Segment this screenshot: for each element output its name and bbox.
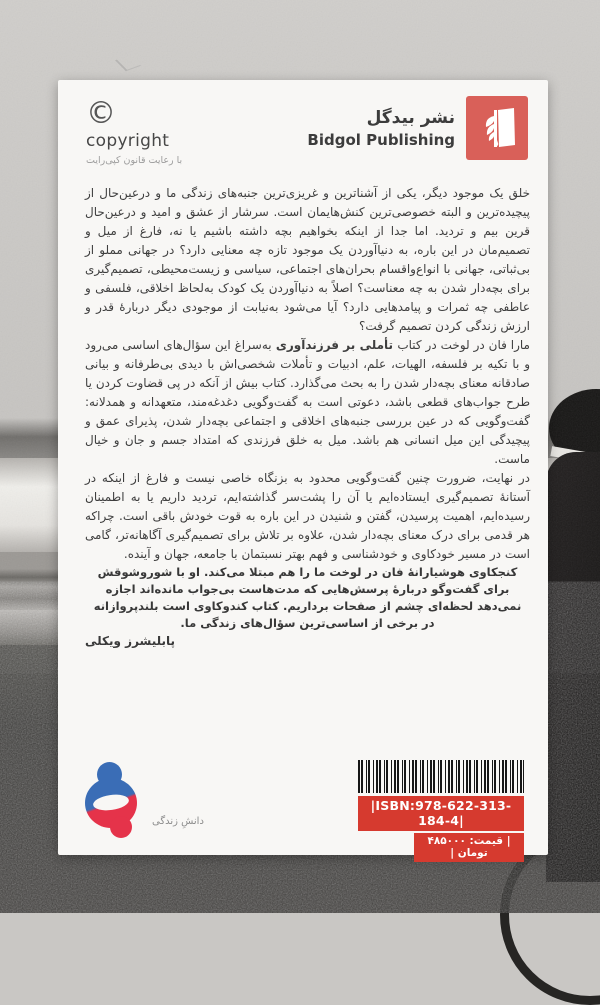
book-title: تأملی بر فرزندآوری <box>271 338 398 352</box>
publisher-logo <box>466 96 528 160</box>
series-figure-dot <box>110 816 132 838</box>
review-attribution: پابلیشرز ویکلی <box>85 634 176 648</box>
copyright-label: copyright <box>86 130 170 151</box>
copyright-icon: © <box>86 96 116 131</box>
review-quote: کنجکاوی هوشیارانهٔ فان در لوخت ما را هم مبتلا می‌کند. او با شوروشوقش برای گفت‌وگو دربارهٔ پرسش‌هایی که مدت‌هاست بی‌جواب مانده‌اند اجازه نمی‌دهد لحظه‌ای چشم از صفحات برداریم. کتاب کندوکاوی است بلندپروازانه در برخی از اساسی‌ترین سؤال‌های زندگی ما. <box>93 565 522 630</box>
publisher-brand <box>307 96 528 160</box>
description-paragraph-3: در نهایت، ضرورت چنین گفت‌وگویی محدود به بزنگاه خاصی نیست و فارغ از اینکه در آستانهٔ تصمیم‌گیری ایستاده‌ایم یا آن را پشت‌سر گذاشته‌ایم، تردید داریم یا به اطمینان رسیده‌ایم، اهمیت پرسیدن، گفتن و شنیدن در این باره به قوت خودش باقی است. چراکه هر قدمی برای درک معنای بچه‌دار شدن، علاوه بر تلاش برای تصمیم‌گیری آگاهانه‌تر، گامی است در مسیر خودکاوی و خودشناسی و فهم بهتر نسبتمان با جامعه، جهان و آینده. <box>85 471 530 561</box>
description-paragraph-1: خلق یک موجود دیگر، یکی از آشناترین و غریزی‌ترین جنبه‌های زندگی ما و درعین‌حال از پیچیده‌ترین و البته خصوصی‌ترین کنش‌هایمان است. سرشار از عشق و امید و درعین‌حال قرین بیم و تردید. اما جدا از اینکه بخواهیم بچه داشته باشیم یا نه، فارغ از میل و تصمیم‌مان در این باره، به دنیاآوردن یک موجود تازه چه معنایی دارد؟ در جهانی مملو از بی‌ثباتی، جهانی با انواع‌واقسام بحران‌های اجتماعی، سیاسی و زیست‌محیطی، تصمیم‌گیری برای بچه‌دار شدن به چه معناست؟ اصلاً به دنیاآوردن یک کودک به‌لحاظ اخلاقی، فلسفی و عاطفی چه ثمرات و پیامدهایی دارد؟ آیا می‌شود به‌نیابت از موجودی دیگر دربارهٔ قدر و ارزش زندگی کردن تصمیم گرفت؟ <box>85 186 530 333</box>
p2-rest: به‌سراغ این سؤال‌های اساسی می‌رود و با تکیه بر فلسفه، الهیات، علم، ادبیات و تأملات شخصی‌اش با دیدی بی‌طرفانه و بیانی صادقانه معنای بچه‌دار شدن را به بحث می‌گذارد. کتاب بیش از آنکه در پی قضاوت کردن یا طرح جواب‌های قطعی باشد، دعوتی است به گفت‌وگویی دغدغه‌مند، متعهدانه و همدلانه: گفت‌وگویی که در عین بررسی جنبه‌های اخلاقی و اجتماعی بچه‌دار شدن، پذیرای عمق و پیچیدگی این میل انسانی هم باشد. میل به خلق فرزندی که امتداد جسم و جان و خیال ماست. <box>85 338 530 466</box>
back-cover-card <box>58 80 548 859</box>
publisher-name-en: Bidgol Publishing <box>307 130 455 149</box>
series-figure-lens <box>92 793 130 813</box>
isbn-number: |ISBN:978-622-313-184-4| <box>358 796 524 831</box>
copyright-block <box>86 98 182 166</box>
series-label: دانشِ زندگی <box>152 816 204 827</box>
copyright-note: با رعایت قانون کپی‌رایت <box>86 154 183 166</box>
isbn-block <box>358 760 524 862</box>
description-paragraph-2 <box>85 336 530 469</box>
back-cover-text <box>85 184 530 651</box>
bidgol-book-icon <box>474 104 520 152</box>
barcode <box>358 760 524 793</box>
p2-lead: مارا فان در لوخت در کتاب <box>397 338 530 352</box>
series-logo <box>85 752 205 847</box>
publisher-names <box>307 108 455 149</box>
price-label: | قیمت: ۴۸۵۰۰۰ تومان | <box>414 833 524 862</box>
publisher-name-fa: نشر بیدگل <box>366 107 455 128</box>
